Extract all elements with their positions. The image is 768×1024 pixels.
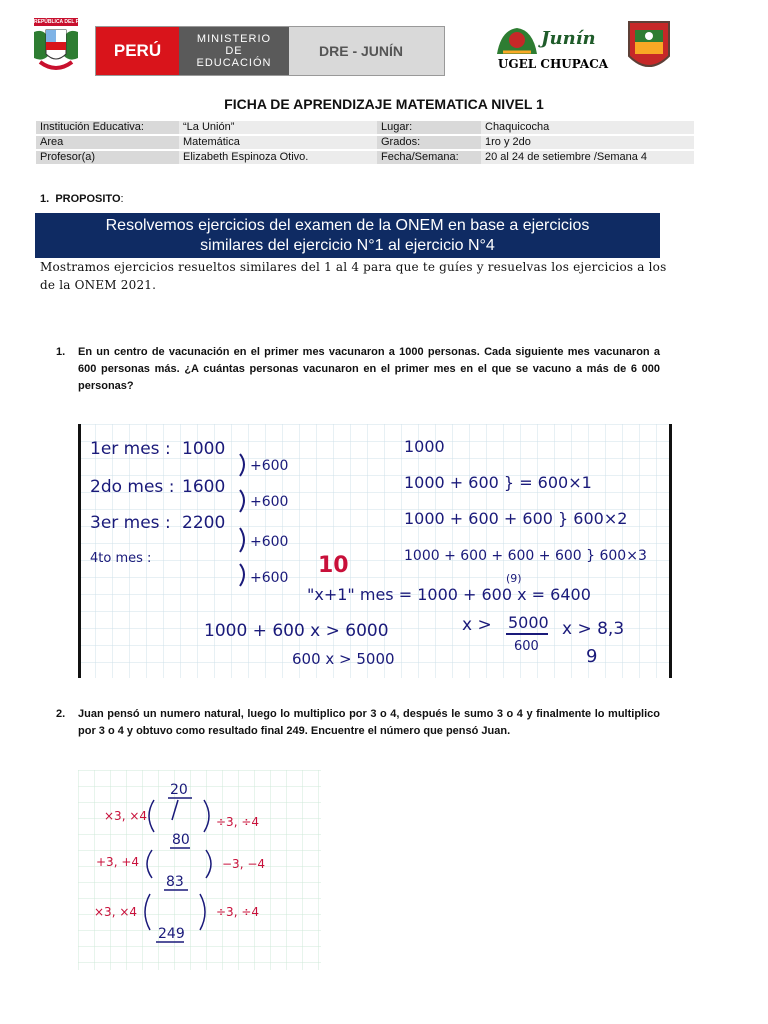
arrow-label-1: +600 xyxy=(250,458,289,474)
inequality-1: 1000 + 600 x > 6000 xyxy=(204,621,389,641)
section-number: 1. xyxy=(40,193,50,205)
left-value-1: 1000 xyxy=(182,439,226,459)
arrow-label-2: +600 xyxy=(250,494,289,510)
label-area: Area xyxy=(36,135,179,150)
peru-coat-of-arms-icon xyxy=(28,18,90,78)
left-op-3: ×3, ×4 xyxy=(94,905,138,919)
ugel-emblem-icon xyxy=(493,24,541,58)
formula-line: "x+1" mes = 1000 + 600 x = 6400 xyxy=(307,585,591,604)
value-1: 20 xyxy=(170,782,188,798)
left-border xyxy=(78,424,81,678)
fraction-denominator: 600 xyxy=(514,639,539,654)
solution-1-image xyxy=(78,424,672,678)
left-op-1: ×3, ×4 xyxy=(104,809,148,823)
label-institucion: Institución Educativa: xyxy=(36,121,179,135)
right-border xyxy=(669,424,672,678)
table-row xyxy=(36,150,694,165)
right-line-1: 1000 xyxy=(404,437,445,456)
ministerio-label xyxy=(179,27,289,75)
left-value-3: 2200 xyxy=(182,513,226,533)
ministerio-line-3: EDUCACIÓN xyxy=(196,57,272,69)
section-colon: : xyxy=(120,193,124,205)
value-2: 80 xyxy=(172,832,190,848)
page-title: FICHA DE APRENDIZAJE MATEMATICA NIVEL 1 xyxy=(224,96,544,112)
section-heading-proposito xyxy=(40,193,124,205)
formula-exponent: (9) xyxy=(506,572,522,585)
problem-text: En un centro de vacunación en el primer mes vacunaron a 1000 personas. Cada siguiente mes vacunaron a 600 personas más. ¿A cuántas personas vacunaron en el primer mes en el que se vacuno a más de 6 000 personas? xyxy=(78,346,660,392)
left-value-2: 1600 xyxy=(182,477,226,497)
chupaca-shield-icon xyxy=(627,20,671,76)
solution-2-image xyxy=(78,770,321,970)
label-grados: Grados: xyxy=(377,135,481,150)
header xyxy=(0,18,768,80)
ministerio-line-2: DE xyxy=(225,45,243,57)
value-institucion: “La Unión” xyxy=(179,121,377,135)
left-label-2: 2do mes : xyxy=(90,477,175,497)
value-fecha: 20 al 24 de setiembre /Semana 4 xyxy=(481,150,694,165)
ugel-label: UGEL CHUPACA xyxy=(497,57,609,71)
inequality-2: 600 x > 5000 xyxy=(292,650,395,668)
problem-number: 1. xyxy=(56,346,66,358)
ugel-logo xyxy=(493,24,613,76)
info-table xyxy=(36,121,694,166)
right-line-2: 1000 + 600 } = 600×1 xyxy=(404,473,592,492)
left-label-4: 4to mes : xyxy=(90,551,152,566)
peru-label: PERÚ xyxy=(96,27,179,75)
table-row xyxy=(36,121,694,135)
left-label-1: 1er mes : xyxy=(90,439,171,459)
ministerio-logo xyxy=(95,26,445,76)
proposito-banner xyxy=(35,213,660,258)
label-fecha: Fecha/Semana: xyxy=(377,150,481,165)
right-op-3: ÷3, ÷4 xyxy=(216,905,260,919)
value-profesor: Elizabeth Espinoza Otivo. xyxy=(179,150,377,165)
value-grados: 1ro y 2do xyxy=(481,135,694,150)
value-area: Matemática xyxy=(179,135,377,150)
problem-1 xyxy=(56,344,660,395)
value-lugar: Chaquicocha xyxy=(481,121,694,135)
right-op-2: −3, −4 xyxy=(222,857,266,871)
arrow-label-4: +600 xyxy=(250,570,289,586)
label-lugar: Lugar: xyxy=(377,121,481,135)
value-4: 249 xyxy=(158,926,185,942)
arrow-label-3: +600 xyxy=(250,534,289,550)
fraction-numerator: 5000 xyxy=(508,613,549,632)
dre-label: DRE - JUNÍN xyxy=(289,27,444,75)
fraction-prefix: x > xyxy=(462,615,492,635)
grid-paper xyxy=(78,770,321,970)
final-answer: 9 xyxy=(586,646,598,667)
ministerio-line-1: MINISTERIO xyxy=(196,33,272,45)
result-inequality: x > 8,3 xyxy=(562,619,625,639)
right-op-1: ÷3, ÷4 xyxy=(216,815,260,829)
crest-band-text: REPÚBLICA DEL PERÚ xyxy=(34,19,90,25)
right-line-4: 1000 + 600 + 600 + 600 } 600×3 xyxy=(404,548,647,564)
intro-paragraph: Mostramos ejercicios resueltos similares del 1 al 4 para que te guíes y resuelvas los ejercicios a los de la ONEM 2021. xyxy=(40,260,667,292)
red-ten-label: 10 xyxy=(318,553,349,578)
value-3: 83 xyxy=(166,874,184,890)
left-label-3: 3er mes : xyxy=(90,513,171,533)
problem-text: Juan pensó un numero natural, luego lo multiplico por 3 o 4, después le sumo 3 o 4 y finalmente lo multiplico por 3 o 4 y obtuvo como resultado final 249. Encuentre el número que pensó Juan. xyxy=(78,708,660,737)
problem-number: 2. xyxy=(56,708,66,720)
left-op-2: +3, +4 xyxy=(96,855,140,869)
junin-logo-text: Junín xyxy=(541,28,596,49)
banner-line-1: Resolvemos ejercicios del examen de la ONEM en base a ejercicios xyxy=(105,217,590,234)
right-line-3: 1000 + 600 + 600 } 600×2 xyxy=(404,509,628,528)
banner-line-2: similares del ejercicio N°1 al ejercicio N°4 xyxy=(200,237,495,254)
problem-2 xyxy=(56,706,660,740)
label-profesor: Profesor(a) xyxy=(36,150,179,165)
table-row xyxy=(36,135,694,150)
section-label: PROPOSITO xyxy=(55,193,121,205)
